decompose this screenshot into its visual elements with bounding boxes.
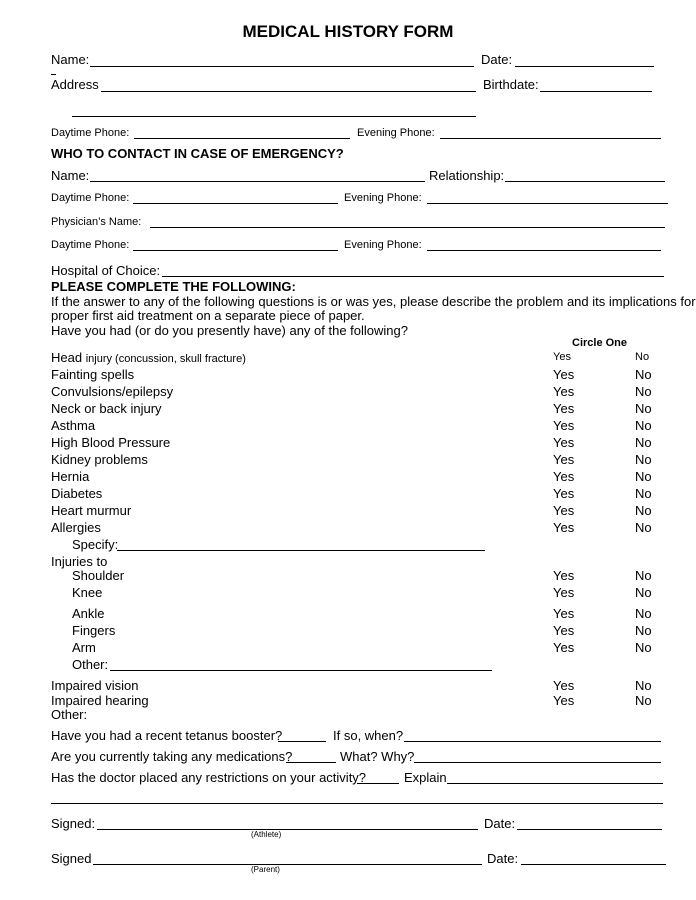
- restrictions-explain-label: Explain: [404, 770, 447, 785]
- emergency-name-label: Name:: [51, 168, 90, 183]
- tetanus-question: Have you had a recent tetanus booster?: [51, 728, 283, 743]
- yes-option[interactable]: Yes: [553, 585, 575, 600]
- no-option[interactable]: No: [635, 418, 652, 433]
- address-field[interactable]: [101, 91, 476, 92]
- parent-date-field[interactable]: [521, 864, 666, 865]
- yes-option[interactable]: Yes: [553, 486, 575, 501]
- athlete-date-field[interactable]: [517, 829, 662, 830]
- address-label: Address: [51, 77, 99, 92]
- tetanus-when-field[interactable]: [404, 741, 661, 742]
- injury-label: Ankle: [72, 606, 105, 621]
- no-option[interactable]: No: [635, 568, 652, 583]
- yes-option[interactable]: Yes: [553, 606, 575, 621]
- athlete-signature-field[interactable]: [97, 829, 478, 830]
- emergency-name-field[interactable]: [90, 181, 425, 182]
- yes-option[interactable]: Yes: [553, 351, 571, 363]
- no-option[interactable]: No: [635, 435, 652, 450]
- stray-mark: [51, 74, 56, 75]
- yes-option[interactable]: Yes: [553, 640, 575, 655]
- no-option[interactable]: No: [635, 585, 652, 600]
- relationship-label: Relationship:: [429, 168, 505, 183]
- specify-label: Specify:: [72, 537, 119, 552]
- relationship-field[interactable]: [505, 181, 665, 182]
- circle-one-label: Circle One: [572, 337, 628, 349]
- no-option[interactable]: No: [635, 678, 652, 693]
- hospital-field[interactable]: [162, 276, 664, 277]
- evening-phone-field[interactable]: [440, 138, 661, 139]
- restrictions-explain-field[interactable]: [447, 783, 663, 784]
- no-option[interactable]: No: [635, 401, 652, 416]
- evening-phone-label: Evening Phone:: [357, 127, 435, 139]
- hospital-label: Hospital of Choice:: [51, 263, 161, 278]
- physician-evening-phone-label: Evening Phone:: [344, 239, 422, 251]
- injuries-heading: Injuries to: [51, 554, 108, 569]
- yes-option[interactable]: Yes: [553, 503, 575, 518]
- parent-signature-field[interactable]: [93, 864, 482, 865]
- no-option[interactable]: No: [635, 606, 652, 621]
- signed-athlete-label: Signed:: [51, 816, 96, 831]
- parent-date-label: Date:: [487, 851, 519, 866]
- parent-caption: (Parent): [251, 865, 280, 874]
- emergency-heading: WHO TO CONTACT IN CASE OF EMERGENCY?: [51, 146, 344, 161]
- no-option[interactable]: No: [635, 384, 652, 399]
- no-option[interactable]: No: [635, 486, 652, 501]
- condition-label: Diabetes: [51, 486, 103, 501]
- physician-label: Physician’s Name:: [51, 216, 142, 228]
- yes-option[interactable]: Yes: [553, 623, 575, 638]
- signed-parent-label: Signed: [51, 851, 92, 866]
- no-option[interactable]: No: [635, 503, 652, 518]
- physician-field[interactable]: [150, 227, 665, 228]
- injury-label: Knee: [72, 585, 103, 600]
- condition-label: Hernia: [51, 469, 90, 484]
- condition-label: Allergies: [51, 520, 101, 535]
- no-option[interactable]: No: [635, 351, 650, 363]
- daytime-phone-field[interactable]: [134, 138, 350, 139]
- yes-option[interactable]: Yes: [553, 469, 575, 484]
- condition-label: Heart murmur: [51, 503, 132, 518]
- other-label: Other:: [51, 707, 88, 722]
- yes-option[interactable]: Yes: [553, 384, 575, 399]
- no-option[interactable]: No: [635, 520, 652, 535]
- condition-label: Asthma: [51, 418, 96, 433]
- no-option[interactable]: No: [635, 693, 652, 708]
- name-label: Name:: [51, 52, 90, 67]
- tetanus-field[interactable]: [278, 741, 326, 742]
- complete-heading: PLEASE COMPLETE THE FOLLOWING:: [51, 279, 296, 294]
- birthdate-label: Birthdate:: [483, 77, 539, 92]
- condition-label: High Blood Pressure: [51, 435, 171, 450]
- address-field-line2[interactable]: [72, 116, 476, 117]
- emergency-evening-phone-field[interactable]: [427, 203, 668, 204]
- no-option[interactable]: No: [635, 367, 652, 382]
- yes-option[interactable]: Yes: [553, 435, 575, 450]
- medications-question: Are you currently taking any medications?: [51, 749, 293, 764]
- instructions-line2: proper first aid treatment on a separate piece of paper.: [51, 308, 365, 323]
- page-title: MEDICAL HISTORY FORM: [242, 22, 454, 41]
- date-label: Date:: [481, 52, 513, 67]
- no-option[interactable]: No: [635, 469, 652, 484]
- instructions-line3: Have you had (or do you presently have) any of the following?: [51, 323, 408, 338]
- medications-field[interactable]: [286, 762, 336, 763]
- physician-daytime-phone-label: Daytime Phone:: [51, 239, 130, 251]
- impaired-label: Impaired vision: [51, 678, 139, 693]
- restrictions-field[interactable]: [357, 783, 399, 784]
- emergency-evening-phone-label: Evening Phone:: [344, 192, 422, 204]
- yes-option[interactable]: Yes: [553, 520, 575, 535]
- condition-note: injury (concussion, skull fracture): [85, 353, 246, 365]
- physician-daytime-phone-field[interactable]: [133, 250, 338, 251]
- yes-option[interactable]: Yes: [553, 452, 575, 467]
- daytime-phone-label: Daytime Phone:: [51, 127, 130, 139]
- yes-option[interactable]: Yes: [553, 401, 575, 416]
- injury-label: Fingers: [72, 623, 116, 638]
- injury-other-field[interactable]: [110, 670, 492, 671]
- name-field[interactable]: [90, 66, 474, 67]
- date-field[interactable]: [515, 66, 654, 67]
- athlete-date-label: Date:: [484, 816, 516, 831]
- yes-option[interactable]: Yes: [553, 568, 575, 583]
- no-option[interactable]: No: [635, 640, 652, 655]
- condition-label: Neck or back injury: [51, 401, 162, 416]
- restrictions-question: Has the doctor placed any restrictions on your activity?: [51, 770, 367, 785]
- impaired-label: Impaired hearing: [51, 693, 149, 708]
- birthdate-field[interactable]: [540, 91, 652, 92]
- yes-option[interactable]: Yes: [553, 678, 575, 693]
- no-option[interactable]: No: [635, 452, 652, 467]
- no-option[interactable]: No: [635, 623, 652, 638]
- condition-label: Kidney problems: [51, 452, 148, 467]
- yes-option[interactable]: Yes: [553, 418, 575, 433]
- specify-field[interactable]: [117, 550, 485, 551]
- injury-label: Shoulder: [72, 568, 125, 583]
- medications-what-label: What? Why?: [340, 749, 415, 764]
- tetanus-when-label: If so, when?: [333, 728, 404, 743]
- emergency-daytime-phone-label: Daytime Phone:: [51, 192, 130, 204]
- condition-label: Convulsions/epilepsy: [51, 384, 174, 399]
- athlete-caption: (Athlete): [251, 830, 282, 839]
- explanation-line[interactable]: [51, 803, 663, 804]
- yes-option[interactable]: Yes: [553, 693, 575, 708]
- yes-option[interactable]: Yes: [553, 367, 575, 382]
- injury-other-label: Other:: [72, 657, 109, 672]
- emergency-daytime-phone-field[interactable]: [133, 203, 338, 204]
- condition-label: Head injury (concussion, skull fracture): [51, 350, 246, 365]
- condition-label: Fainting spells: [51, 367, 135, 382]
- injury-label: Arm: [72, 640, 96, 655]
- medications-what-field[interactable]: [414, 762, 661, 763]
- physician-evening-phone-field[interactable]: [427, 250, 661, 251]
- instructions-line1: If the answer to any of the following questions is or was yes, please describe the problem and its implications for: [51, 294, 696, 309]
